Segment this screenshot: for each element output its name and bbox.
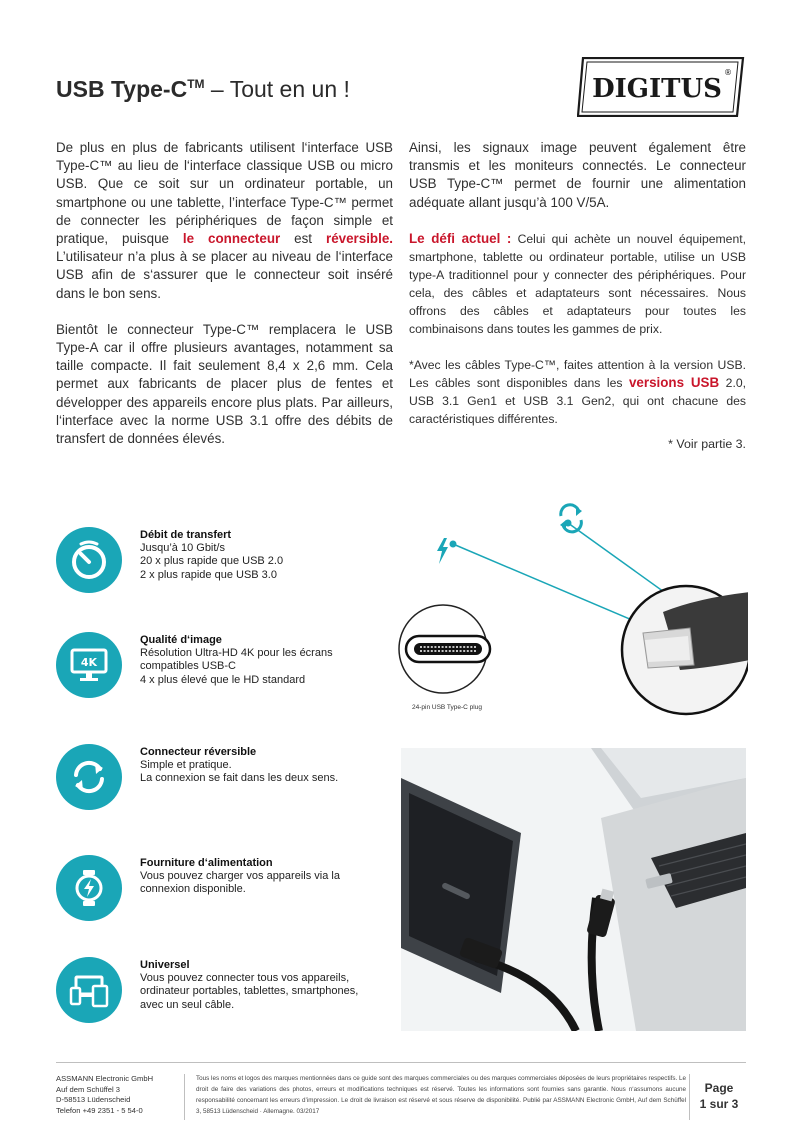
- logo-reg: ®: [724, 68, 732, 77]
- feature-text: [140, 746, 370, 786]
- feature-title: Débit de transfert: [140, 529, 232, 541]
- reversible-arrows-icon: [67, 755, 111, 799]
- footer-city: D-58513 Lüdenscheid: [56, 1095, 131, 1104]
- feature-line: Jusqu’à 10 Gbit/s: [140, 542, 225, 555]
- footer-company: ASSMANN Electronic GmbH: [56, 1074, 154, 1083]
- footer-address: [56, 1074, 181, 1116]
- intro-column-left: [56, 139, 393, 466]
- monitor-4k-icon: [67, 643, 111, 687]
- feature-transfer-rate: [56, 527, 356, 607]
- p3-highlight-versions: versions USB: [628, 374, 720, 390]
- feature-title: Universel: [140, 959, 190, 971]
- feature-line: Vous pouvez connecter tous vos appareils, ordinateur portables, tablettes, smartphones, avec un seul câble.: [140, 972, 359, 1011]
- p3-text-b: 2.0, USB 3.1 Gen1 et USB 3.1 Gen2, qui ont chacune des caractéristiques différentes.: [409, 375, 747, 426]
- page-number: [692, 1080, 746, 1112]
- see-part-note: * Voir partie 3.: [668, 437, 746, 451]
- footer-phone: Telefon +49 2351 - 5 54-0: [56, 1105, 143, 1115]
- footer-divider: [56, 1062, 746, 1063]
- usb-c-tongue: [414, 643, 482, 655]
- feature-reversible: [56, 744, 356, 824]
- footer-street: Auf dem Schüffel 3: [56, 1084, 121, 1094]
- p1-highlight-reversible: réversible.: [325, 231, 393, 247]
- page-title: [56, 76, 350, 103]
- title-rest: – Tout en un !: [204, 76, 350, 102]
- feature-image-quality: [56, 632, 356, 712]
- feature-line: Simple et pratique.: [140, 759, 232, 772]
- feature-universal: [56, 957, 359, 1037]
- devices-icon: [67, 968, 111, 1012]
- laptop-phone-photo: [401, 748, 746, 1031]
- right-paragraph-3: [409, 356, 746, 428]
- title-brand: USB Type-C: [56, 76, 188, 102]
- feature-text: [140, 634, 370, 687]
- feature-title: Fourniture d‘alimentation: [140, 857, 273, 869]
- feature-icon-circle: [56, 632, 122, 698]
- digitus-logo: [577, 57, 745, 117]
- callout-line: [453, 544, 651, 628]
- p1-text-a: De plus en plus de fabricants utilisent l‘interface USB Type-C™ au lieu de l‘interface classique USB ou micro USB. Que ce soit sur un ordinateur portable, un smartphone ou une tablette, l’interface Type-C™ permet de connecter les périphériques de façon simple et pratique, puisque: [56, 140, 393, 247]
- callout-dot: [450, 541, 457, 548]
- intro-paragraph-2: Bientôt le connecteur Type-C™ remplacera le USB Type-A car il offre plusieurs avantages, notamment sa taille compacte. Il fait seulement 8,4 x 2,6 mm. Cela permet aux fabricants de placer plus de fentes et développer des appareils encore plus plats. Par ailleurs, l‘interface avec la norme USB 3.1 offre des débits de transfert de données élevés.: [56, 321, 393, 447]
- logo-text: DIGITUS: [592, 74, 722, 104]
- p1-text-c: L’utilisateur n’a plus à se placer au niveau de l‘interface USB afin de s‘assurer que le connecteur soit inséré dans le bon sens.: [56, 249, 393, 301]
- right-paragraph-1: Ainsi, les signaux image peuvent également être transmis et les moniteurs connectés. Le connecteur USB Type-C™ permet de fournir une alimentation adéquate allant jusqu’à 100 V/5A.: [409, 140, 746, 210]
- feature-icon-circle: [56, 957, 122, 1023]
- intro-column-right: [409, 139, 746, 446]
- battery-charging-icon: [67, 866, 111, 910]
- feature-line: 4 x plus élevé que le HD standard: [140, 673, 306, 686]
- feature-line: 20 x plus rapide que USB 2.0: [140, 555, 284, 568]
- feature-text: [140, 529, 370, 582]
- p1-text-b: est: [280, 231, 326, 247]
- challenge-text: Celui qui achète un nouvel équipement, smartphone, tablette ou ordinateur portable, utilise un USB type-A traditionnel pour y connecter des périphériques. Pour cela, des câbles et adaptateurs sont nécessaires. Nous offrons des câbles et adaptateurs pour toutes les combinaisons dans toutes les gammes de prix.: [409, 231, 746, 336]
- stopwatch-icon: [67, 538, 111, 582]
- plug-caption: 24-pin USB Type-C plug: [412, 704, 482, 711]
- reversible-small-icon: [560, 505, 582, 532]
- feature-title: Connecteur réversible: [140, 746, 257, 758]
- right-paragraph-2: [409, 230, 746, 338]
- p3-text-a: *Avec les câbles Type-C™, faites attention à la version USB. Les câbles sont disponibles dans les: [409, 357, 746, 390]
- footer-separator: [689, 1074, 690, 1120]
- p1-highlight-connector: le connecteur: [182, 231, 281, 247]
- feature-icon-circle: [56, 527, 122, 593]
- feature-icon-circle: [56, 744, 122, 810]
- feature-line: La connexion se fait dans les deux sens.: [140, 772, 339, 785]
- challenge-label: Le défi actuel :: [409, 230, 512, 246]
- feature-text: [140, 857, 370, 897]
- feature-line: 2 x plus rapide que USB 3.0: [140, 568, 277, 581]
- monitor-4k-label: 4K: [80, 656, 98, 669]
- page-label: Page: [704, 1081, 734, 1095]
- feature-icon-circle: [56, 855, 122, 921]
- lightning-icon: [437, 538, 448, 564]
- feature-power-delivery: [56, 855, 356, 935]
- feature-line: Vous pouvez charger vos appareils via la connexion disponible.: [140, 870, 340, 896]
- feature-text: [140, 959, 370, 1012]
- feature-line: Résolution Ultra-HD 4K pour les écrans compatibles USB-C: [140, 647, 333, 673]
- connector-diagram: [398, 500, 748, 730]
- intro-paragraph-1: [56, 139, 393, 303]
- title-tm: TM: [187, 77, 205, 91]
- page-value: 1 sur 3: [699, 1097, 739, 1111]
- feature-title: Qualité d‘image: [140, 634, 222, 646]
- footer-legal: Tous les noms et logos des marques mentionnées dans ce guide sont des marques commerciales ou des marques commerciales déposées de leurs propriétaires respectifs. Le droit de faire des variations des photos, erreurs et modifications techniques est réservé. Toutes les informations sont fournies sans garantie. Nous n‘assumons aucune responsabilité concernant les erreurs d’impression. Le droit de livraison est réservé et sous réserve de disponibilité. Publié par ASSMANN Electronic GmbH, Auf dem Schüffel 3, 58513 Lüdenscheid · Allemagne. 03/2017: [196, 1075, 687, 1115]
- digitus-logo-icon: [577, 57, 745, 117]
- footer-separator: [184, 1074, 185, 1120]
- product-photo: [401, 748, 746, 1031]
